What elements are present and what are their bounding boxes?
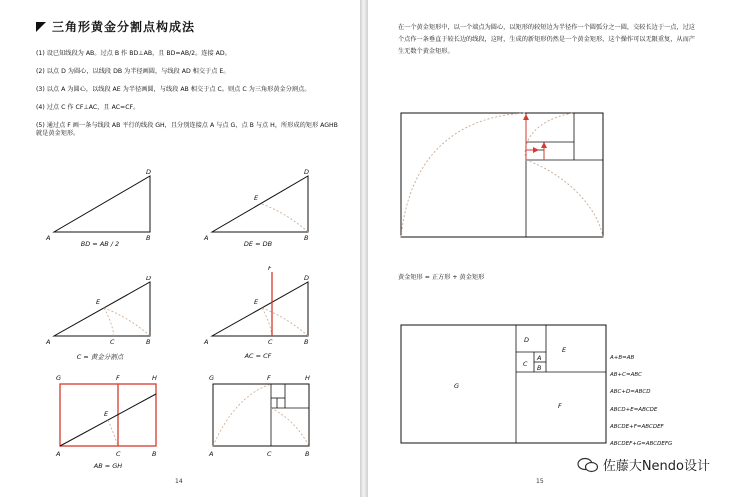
svg-text:E: E xyxy=(562,346,567,354)
step-3: (3) 以点 A 为圆心，以线段 AE 为半径画圆，与线段 AB 相交于点 C。则点 C 为三角形黄金分割点。 xyxy=(36,86,311,93)
watermark xyxy=(577,455,710,474)
equation-4: ABCD+E=ABCDE xyxy=(610,406,658,413)
equation-6: ABCDEF+G=ABCDEFG xyxy=(610,441,673,448)
svg-text:G: G xyxy=(56,374,62,382)
svg-text:A: A xyxy=(209,450,214,458)
svg-text:B: B xyxy=(146,338,151,346)
svg-text:C: C xyxy=(116,450,121,458)
caption-fig4: AC = CF xyxy=(244,352,272,360)
title-text: 三角形黄金分割点构成法 xyxy=(52,20,196,34)
wechat-icon xyxy=(577,457,599,473)
svg-text:C: C xyxy=(267,450,272,458)
svg-text:F: F xyxy=(268,266,272,272)
svg-text:C: C xyxy=(523,360,528,368)
left-page xyxy=(0,0,360,497)
watermark-text: 佐藤大Nendo设计 xyxy=(602,459,710,474)
svg-text:D: D xyxy=(304,168,310,176)
svg-text:A: A xyxy=(56,450,61,458)
svg-text:E: E xyxy=(254,194,259,202)
svg-text:B: B xyxy=(152,450,157,458)
svg-text:A: A xyxy=(537,354,542,362)
svg-text:H: H xyxy=(152,374,157,382)
equation-3: ABC+D=ABCD xyxy=(610,389,651,396)
step-2: (2) 以点 D 为圆心，以线段 DB 为半径画圆，与线段 AD 相交于点 E。 xyxy=(36,68,230,75)
right-page xyxy=(368,0,730,497)
step-1: (1) 设已知线段为 AB。过点 B 作 BD⊥AB，且 BD=AB/2。连接 AD。 xyxy=(36,50,231,57)
equations-list xyxy=(610,350,672,453)
construction-steps xyxy=(36,50,346,148)
svg-text:B: B xyxy=(146,234,151,242)
triangle-marker-icon xyxy=(36,22,46,32)
page-number-left: 14 xyxy=(175,478,183,485)
svg-text:A: A xyxy=(204,234,209,242)
svg-text:F: F xyxy=(116,374,120,382)
svg-text:H: H xyxy=(305,374,310,382)
figure-golden-rectangle-abcdefg xyxy=(400,324,610,446)
caption-fig3: C = 黄金分割点 xyxy=(76,353,124,361)
svg-text:D: D xyxy=(304,274,310,282)
caption-fig1: BD = AB / 2 xyxy=(80,240,120,248)
svg-text:E: E xyxy=(104,410,109,418)
caption-fig5: AB = GH xyxy=(93,462,123,470)
svg-text:B: B xyxy=(304,234,309,242)
svg-text:C: C xyxy=(268,338,273,346)
svg-text:B: B xyxy=(304,338,309,346)
step-5: (5) 通过点 F 画一条与线段 AB 平行的线段 GH，且分别连接点 A 与点 G，点 B 与点 H，所形成的矩形 AGHB 就是黄金矩形。 xyxy=(36,122,338,137)
page-title xyxy=(36,18,195,35)
figure-de-db xyxy=(198,166,328,246)
figure-bd-half-ab xyxy=(40,166,170,246)
svg-text:G: G xyxy=(454,382,460,390)
svg-text:G: G xyxy=(209,374,215,382)
svg-text:B: B xyxy=(305,450,310,458)
svg-text:A: A xyxy=(46,338,51,346)
subheading: 黄金矩形 = 正方形 + 黄金矩形 xyxy=(398,274,485,281)
figure-golden-subdivision xyxy=(205,372,325,458)
book-gutter xyxy=(360,0,368,497)
svg-text:E: E xyxy=(254,298,259,306)
equation-5: ABCDE+F=ABCDEF xyxy=(610,423,664,430)
svg-text:F: F xyxy=(267,374,271,382)
svg-text:A: A xyxy=(204,338,209,346)
page-number-right: 15 xyxy=(536,478,544,485)
svg-text:D: D xyxy=(524,336,530,344)
caption-fig2: DE = DB xyxy=(243,240,273,248)
figure-golden-point xyxy=(40,276,170,356)
svg-text:A: A xyxy=(46,234,51,242)
step-4: (4) 过点 C 作 CF⊥AC，且 AC=CF。 xyxy=(36,104,140,111)
figure-ac-cf xyxy=(198,266,328,356)
equation-2: AB+C=ABC xyxy=(610,372,642,379)
svg-text:E: E xyxy=(96,298,101,306)
figure-golden-rectangle xyxy=(50,372,170,458)
equation-1: A+B=AB xyxy=(610,355,635,361)
figure-golden-spiral xyxy=(400,112,612,240)
intro-paragraph: 在一个黄金矩形中，以一个端点为圆心，以矩形的较短边为半径作一个圆弧分之一圆，交较长边于一点，过这个点作一条垂直于较长边的线段，这时，生成的新矩形仍然是一个黄金矩形，这个操作可以无限重复，从而产生无数个黄金矩形。 xyxy=(398,24,695,55)
svg-text:C: C xyxy=(110,338,115,346)
svg-text:D: D xyxy=(146,168,152,176)
svg-text:F: F xyxy=(558,402,562,410)
svg-text:B: B xyxy=(537,364,542,372)
svg-text:D: D xyxy=(146,276,152,282)
